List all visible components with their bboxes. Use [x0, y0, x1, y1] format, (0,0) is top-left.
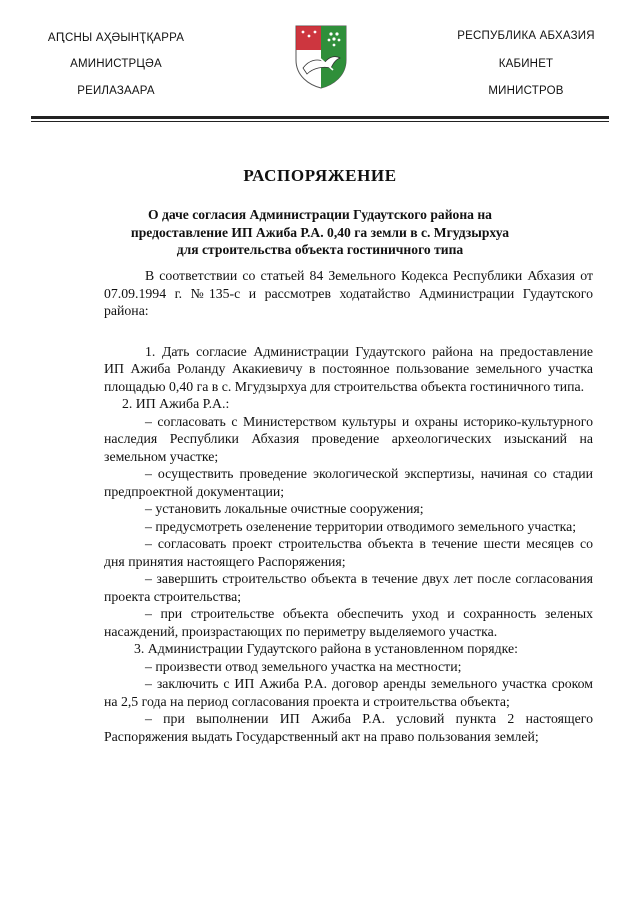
header-left-line-2: АМИНИСТРЦӘА	[70, 58, 162, 70]
item-2-subitem: – согласовать проект строительства объекта в течение шести месяцев со дня принятия настоящего Распоряжения;	[104, 536, 593, 569]
document-body	[104, 267, 593, 745]
header-right-line-1: РЕСПУБЛИКА АБХАЗИЯ	[457, 30, 595, 42]
item-2-subitem: – осуществить проведение экологической экспертизы, начиная со стадии предпроектной документации;	[104, 466, 593, 499]
item-3-heading: 3. Администрации Гудаутского района в установленном порядке:	[134, 641, 518, 656]
emblem-red-sky	[296, 26, 321, 50]
document-title: РАСПОРЯЖЕНИЕ	[243, 166, 397, 185]
subject-line: предоставление ИП Ажиба Р.А. 0,40 га земли в с. Мгудзырхуа	[130, 224, 510, 240]
item-2-heading: 2. ИП Ажиба Р.А.:	[122, 396, 230, 411]
item-3-subitem: – произвести отвод земельного участка на местности;	[145, 658, 462, 674]
item-2-subitem: – при строительстве объекта обеспечить уход и сохранность зеленых насаждений, произрастающих по периметру выделяемого участка.	[104, 606, 593, 639]
header-right-line-2: КАБИНЕТ	[498, 58, 554, 70]
header-rule-thin	[31, 121, 609, 122]
item-3-subitem: – заключить с ИП Ажиба Р.А. договор аренды земельного участка сроком на 2,5 года на период согласования проекта и строительства объекта;	[104, 676, 593, 709]
header-rule-thick	[31, 116, 609, 119]
document-subject	[110, 206, 530, 259]
header-left-line-1: АԤСНЫ АҲӘЫНҬҚАРРА	[47, 32, 185, 44]
item-2-subitem: – предусмотреть озеленение территории отводимого земельного участка;	[145, 518, 577, 534]
item-3-subitem: – при выполнении ИП Ажиба Р.А. условий пункта 2 настоящего Распоряжения выдать Государственный акт на право пользования землей;	[104, 711, 593, 744]
subject-line: для строительства объекта гостиничного типа	[176, 242, 464, 257]
state-emblem-icon	[293, 24, 349, 90]
subject-line: О даче согласия Администрации Гудаутского района на	[148, 207, 492, 222]
item-2-subitem: – установить локальные очистные сооружения;	[145, 501, 424, 516]
item-2-subitem: – согласовать с Министерством культуры и охраны историко-культурного наследия Республики Абхазия проведение археологических изысканий на земельном участке;	[104, 413, 593, 464]
header-left-line-3: РЕИЛАЗААРА	[77, 85, 155, 97]
item-1-paragraph: 1. Дать согласие Администрации Гудаутского района на предоставление ИП Ажиба Роланду Акакиевичу в постоянное пользование земельного участка площадью 0,40 га в с. Мгудзырхуа для строительства объекта гостиничного типа.	[104, 343, 593, 394]
header-right-line-3: МИНИСТРОВ	[488, 85, 564, 97]
preamble-paragraph: В соответствии со статьей 84 Земельного Кодекса Республики Абхазия от 07.09.1994 г. №135-с и рассмотрев ходатайство Администрации Гудаутского района:	[104, 268, 593, 318]
item-2-subitem: – завершить строительство объекта в течение двух лет после согласования проекта строительства;	[104, 571, 593, 604]
